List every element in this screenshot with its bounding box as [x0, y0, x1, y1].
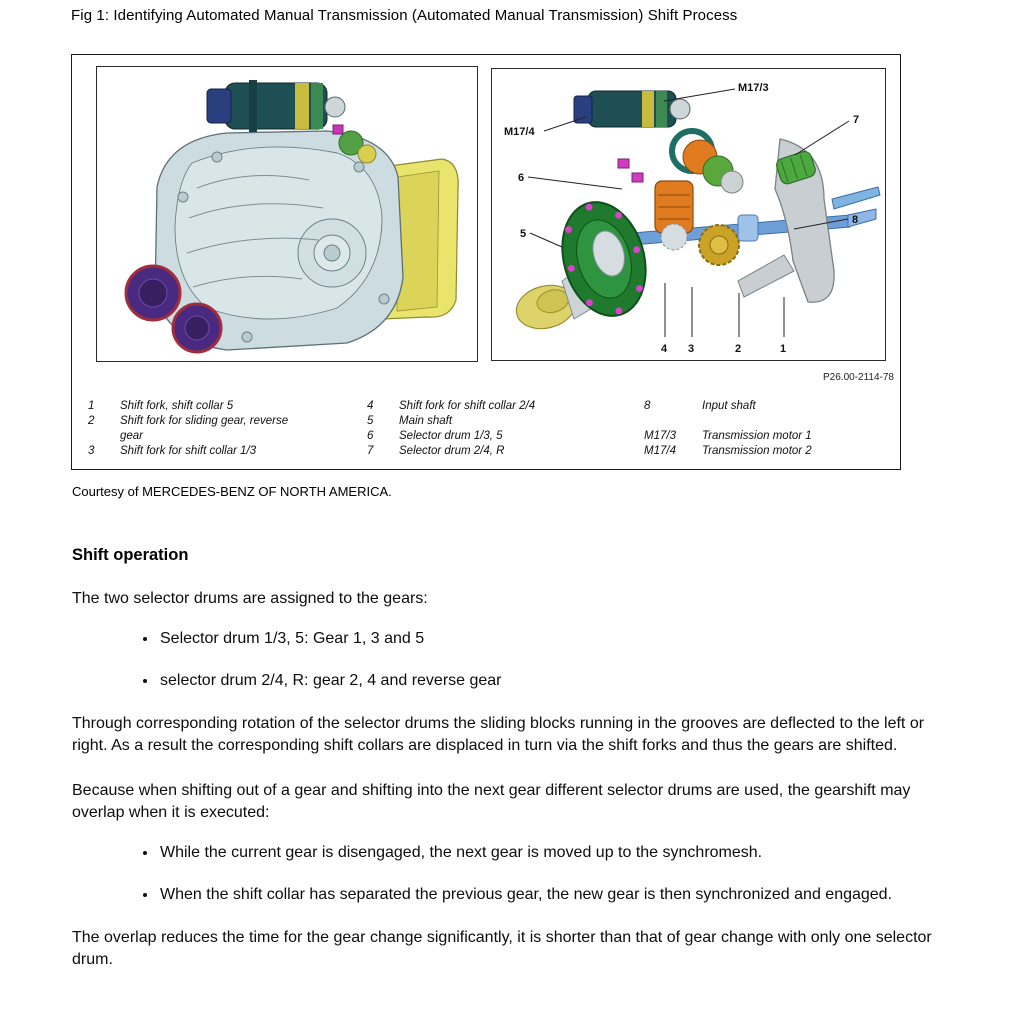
legend-key: 4 — [367, 400, 374, 412]
legend-column-1 — [88, 399, 308, 459]
transmission-assembled-illustration — [97, 67, 478, 362]
list-item: • Selector drum 1/3, 5: Gear 1, 3 and 5 — [158, 628, 954, 651]
paragraph-rotation: Through corresponding rotation of the selector drums the sliding blocks running in the grooves are deflected to the left or right. As a result the corresponding shift collars are displaced in turn via the shift forks and thus the gears are shifted. — [72, 714, 925, 754]
figure-title: Fig 1: Identifying Automated Manual Transmission (Automated Manual Transmission) Shift Process — [71, 7, 738, 24]
legend-key: 6 — [367, 430, 374, 442]
legend-item — [644, 429, 864, 444]
legend-desc: Shift fork for sliding gear, reverse gear — [120, 415, 289, 442]
legend-column-3 — [644, 399, 864, 459]
legend-desc: Shift fork, shift collar 5 — [120, 400, 234, 412]
shift-collar — [738, 215, 758, 241]
legend-item — [88, 399, 308, 414]
callout-8: 8 — [852, 214, 859, 226]
legend-item — [88, 444, 308, 459]
legend-desc: Shift fork for shift collar 2/4 — [399, 400, 536, 412]
callout-6: 6 — [518, 172, 525, 184]
callout-5: 5 — [520, 228, 527, 240]
list-item: • While the current gear is disengaged, the next gear is moved up to the synchromesh. — [158, 842, 954, 865]
paragraph-overlap-intro: Because when shifting out of a gear and shifting into the next gear different selector drums are used, the gearshift may overlap when it is executed: — [72, 781, 911, 821]
list-item: • selector drum 2/4, R: gear 2, 4 and reverse gear — [158, 670, 954, 693]
legend-key: 5 — [367, 415, 374, 427]
figure-box — [71, 54, 901, 470]
legend-item — [367, 429, 631, 444]
callout-m17-3: M17/3 — [738, 82, 769, 94]
legend-item — [88, 414, 308, 444]
legend-item — [644, 399, 864, 414]
overlap-list — [72, 842, 954, 907]
legend-desc: Shift fork for shift collar 1/3 — [120, 445, 257, 457]
paragraph-conclusion: The overlap reduces the time for the gear change significantly, it is shorter than that of gear change with only one selector drum. — [72, 928, 932, 968]
callout-4: 4 — [661, 343, 668, 355]
transmission-motor-illustration — [574, 91, 743, 193]
callout-3: 3 — [688, 343, 695, 355]
callout-1: 1 — [780, 343, 787, 355]
selector-rod — [832, 187, 880, 209]
gearwheel — [699, 225, 739, 265]
transmission-exploded-illustration — [492, 69, 886, 361]
legend-key: M17/3 — [644, 430, 676, 442]
body-content — [72, 546, 954, 972]
legend-desc: Transmission motor 1 — [702, 430, 812, 442]
legend-desc: Selector drum 2/4, R — [399, 445, 505, 457]
callout-2: 2 — [735, 343, 742, 355]
figure-reference-number: P26.00-2114-78 — [823, 372, 894, 383]
courtesy-line: Courtesy of MERCEDES-BENZ OF NORTH AMERICA. — [72, 484, 392, 499]
legend-key: 8 — [644, 400, 651, 412]
legend-item — [367, 444, 631, 459]
legend-desc: Main shaft — [399, 415, 453, 427]
legend-column-2 — [367, 399, 631, 459]
legend-desc: Transmission motor 2 — [702, 445, 812, 457]
transmission-exploded-panel — [491, 68, 886, 361]
legend-key: 1 — [88, 400, 95, 412]
legend-key: M17/4 — [644, 445, 676, 457]
legend-item — [644, 444, 864, 459]
list-item: • When the shift collar has separated the previous gear, the new gear is then synchronized and engaged. — [158, 884, 954, 907]
legend-desc: Selector drum 1/3, 5 — [399, 430, 503, 442]
section-heading: Shift operation — [72, 546, 189, 564]
callout-m17-4: M17/4 — [504, 126, 535, 138]
paragraph-intro: The two selector drums are assigned to the gears: — [72, 590, 428, 607]
legend-desc: Input shaft — [702, 400, 756, 412]
legend-item — [367, 414, 631, 429]
legend-key: 2 — [88, 415, 95, 427]
transmission-assembled-panel — [96, 66, 478, 362]
legend-key: 3 — [88, 445, 95, 457]
legend-key: 7 — [367, 445, 374, 457]
selector-drum-list — [72, 628, 954, 693]
legend-item — [367, 399, 631, 414]
callout-7: 7 — [853, 114, 860, 126]
